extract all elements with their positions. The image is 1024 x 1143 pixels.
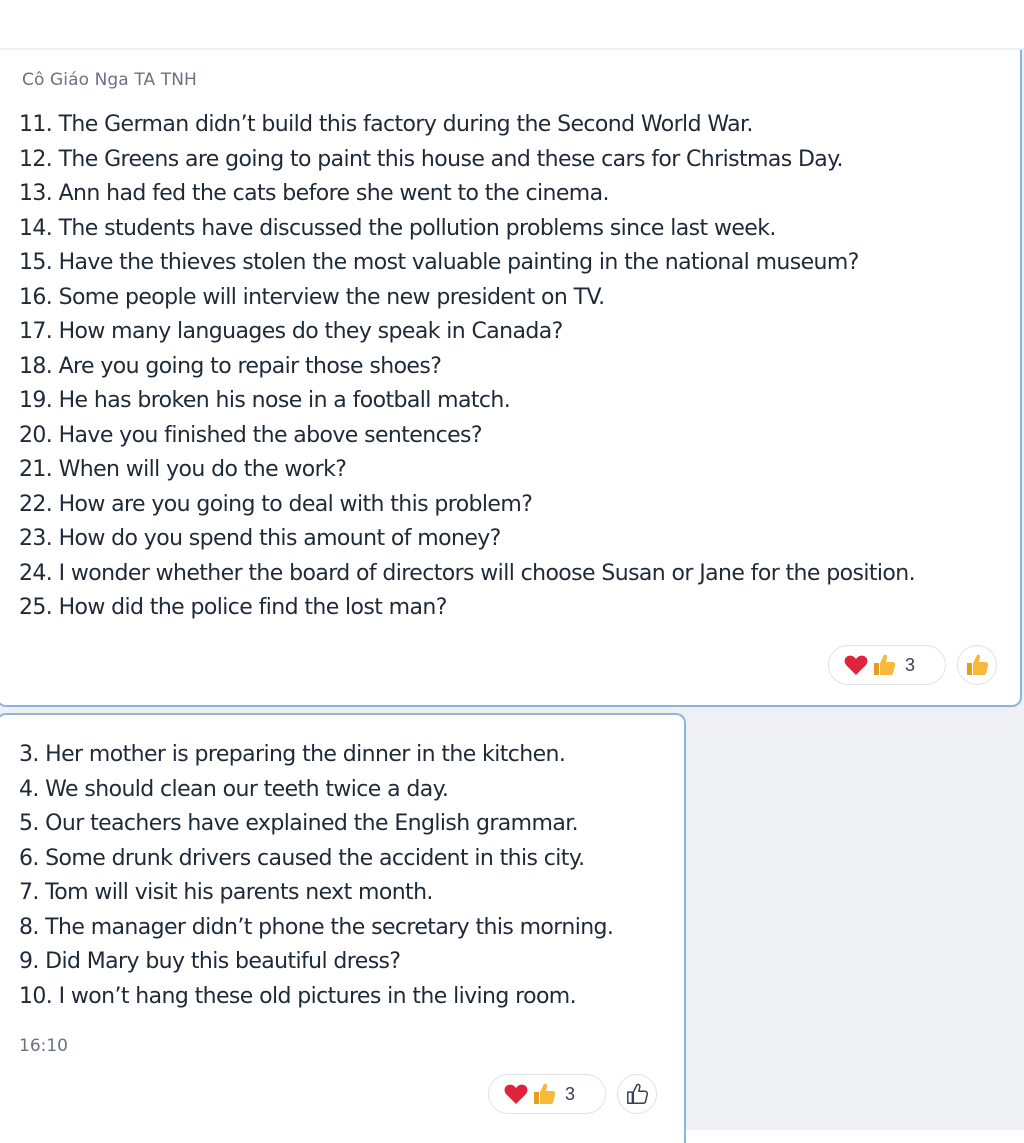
heart-icon bbox=[843, 653, 869, 677]
message-line: 7. Tom will visit his parents next month. bbox=[19, 880, 433, 905]
heart-icon bbox=[503, 1082, 529, 1106]
like-button[interactable] bbox=[617, 1074, 657, 1114]
message-line: 21. When will you do the work? bbox=[19, 457, 347, 482]
reaction-summary[interactable] bbox=[828, 645, 946, 685]
message-line: 9. Did Mary buy this beautiful dress? bbox=[19, 949, 401, 974]
thumbs-up-icon bbox=[531, 1081, 557, 1107]
message-line: 10. I won’t hang these old pictures in the living room. bbox=[19, 983, 577, 1009]
message-line: 11. The German didn’t build this factory during the Second World War. bbox=[19, 112, 753, 137]
message-line: 12. The Greens are going to paint this house and these cars for Christmas Day. bbox=[19, 146, 843, 172]
thumbs-up-outline-icon bbox=[625, 1082, 649, 1106]
message-line: 25. How did the police find the lost man? bbox=[19, 595, 447, 620]
reaction-count: 3 bbox=[905, 654, 916, 675]
message-line: 19. He has broken his nose in a football match. bbox=[19, 388, 511, 413]
message-line: 18. Are you going to repair those shoes? bbox=[19, 353, 442, 379]
message-line: 16. Some people will interview the new president on TV. bbox=[19, 284, 605, 310]
message-line: 15. Have the thieves stolen the most valuable painting in the national museum? bbox=[19, 250, 859, 275]
message-line: 3. Her mother is preparing the dinner in the kitchen. bbox=[19, 742, 566, 767]
message-line: 8. The manager didn’t phone the secretary this morning. bbox=[19, 914, 614, 940]
sender-name: Cô Giáo Nga TA TNH bbox=[22, 70, 197, 90]
reaction-count: 3 bbox=[565, 1083, 576, 1104]
message-line: 13. Ann had fed the cats before she went to the cinema. bbox=[19, 181, 609, 206]
message-line: 22. How are you going to deal with this problem? bbox=[19, 491, 533, 517]
reaction-summary[interactable] bbox=[488, 1074, 606, 1114]
message-line: 24. I wonder whether the board of directors will choose Susan or Jane for the position. bbox=[19, 560, 915, 586]
thumbs-up-icon bbox=[964, 652, 990, 678]
thumbs-up-icon bbox=[871, 652, 897, 678]
message-line: 23. How do you spend this amount of money? bbox=[19, 526, 501, 551]
message-line: 4. We should clean our teeth twice a day. bbox=[19, 776, 449, 802]
message-timestamp: 16:10 bbox=[19, 1036, 68, 1056]
message-line: 6. Some drunk drivers caused the accident in this city. bbox=[19, 845, 585, 871]
message-line: 17. How many languages do they speak in Canada? bbox=[19, 319, 563, 344]
message-line: 20. Have you finished the above sentences? bbox=[19, 422, 482, 448]
like-button[interactable] bbox=[957, 645, 997, 685]
message-line: 14. The students have discussed the pollution problems since last week. bbox=[19, 215, 776, 241]
message-line: 5. Our teachers have explained the English grammar. bbox=[19, 811, 579, 836]
